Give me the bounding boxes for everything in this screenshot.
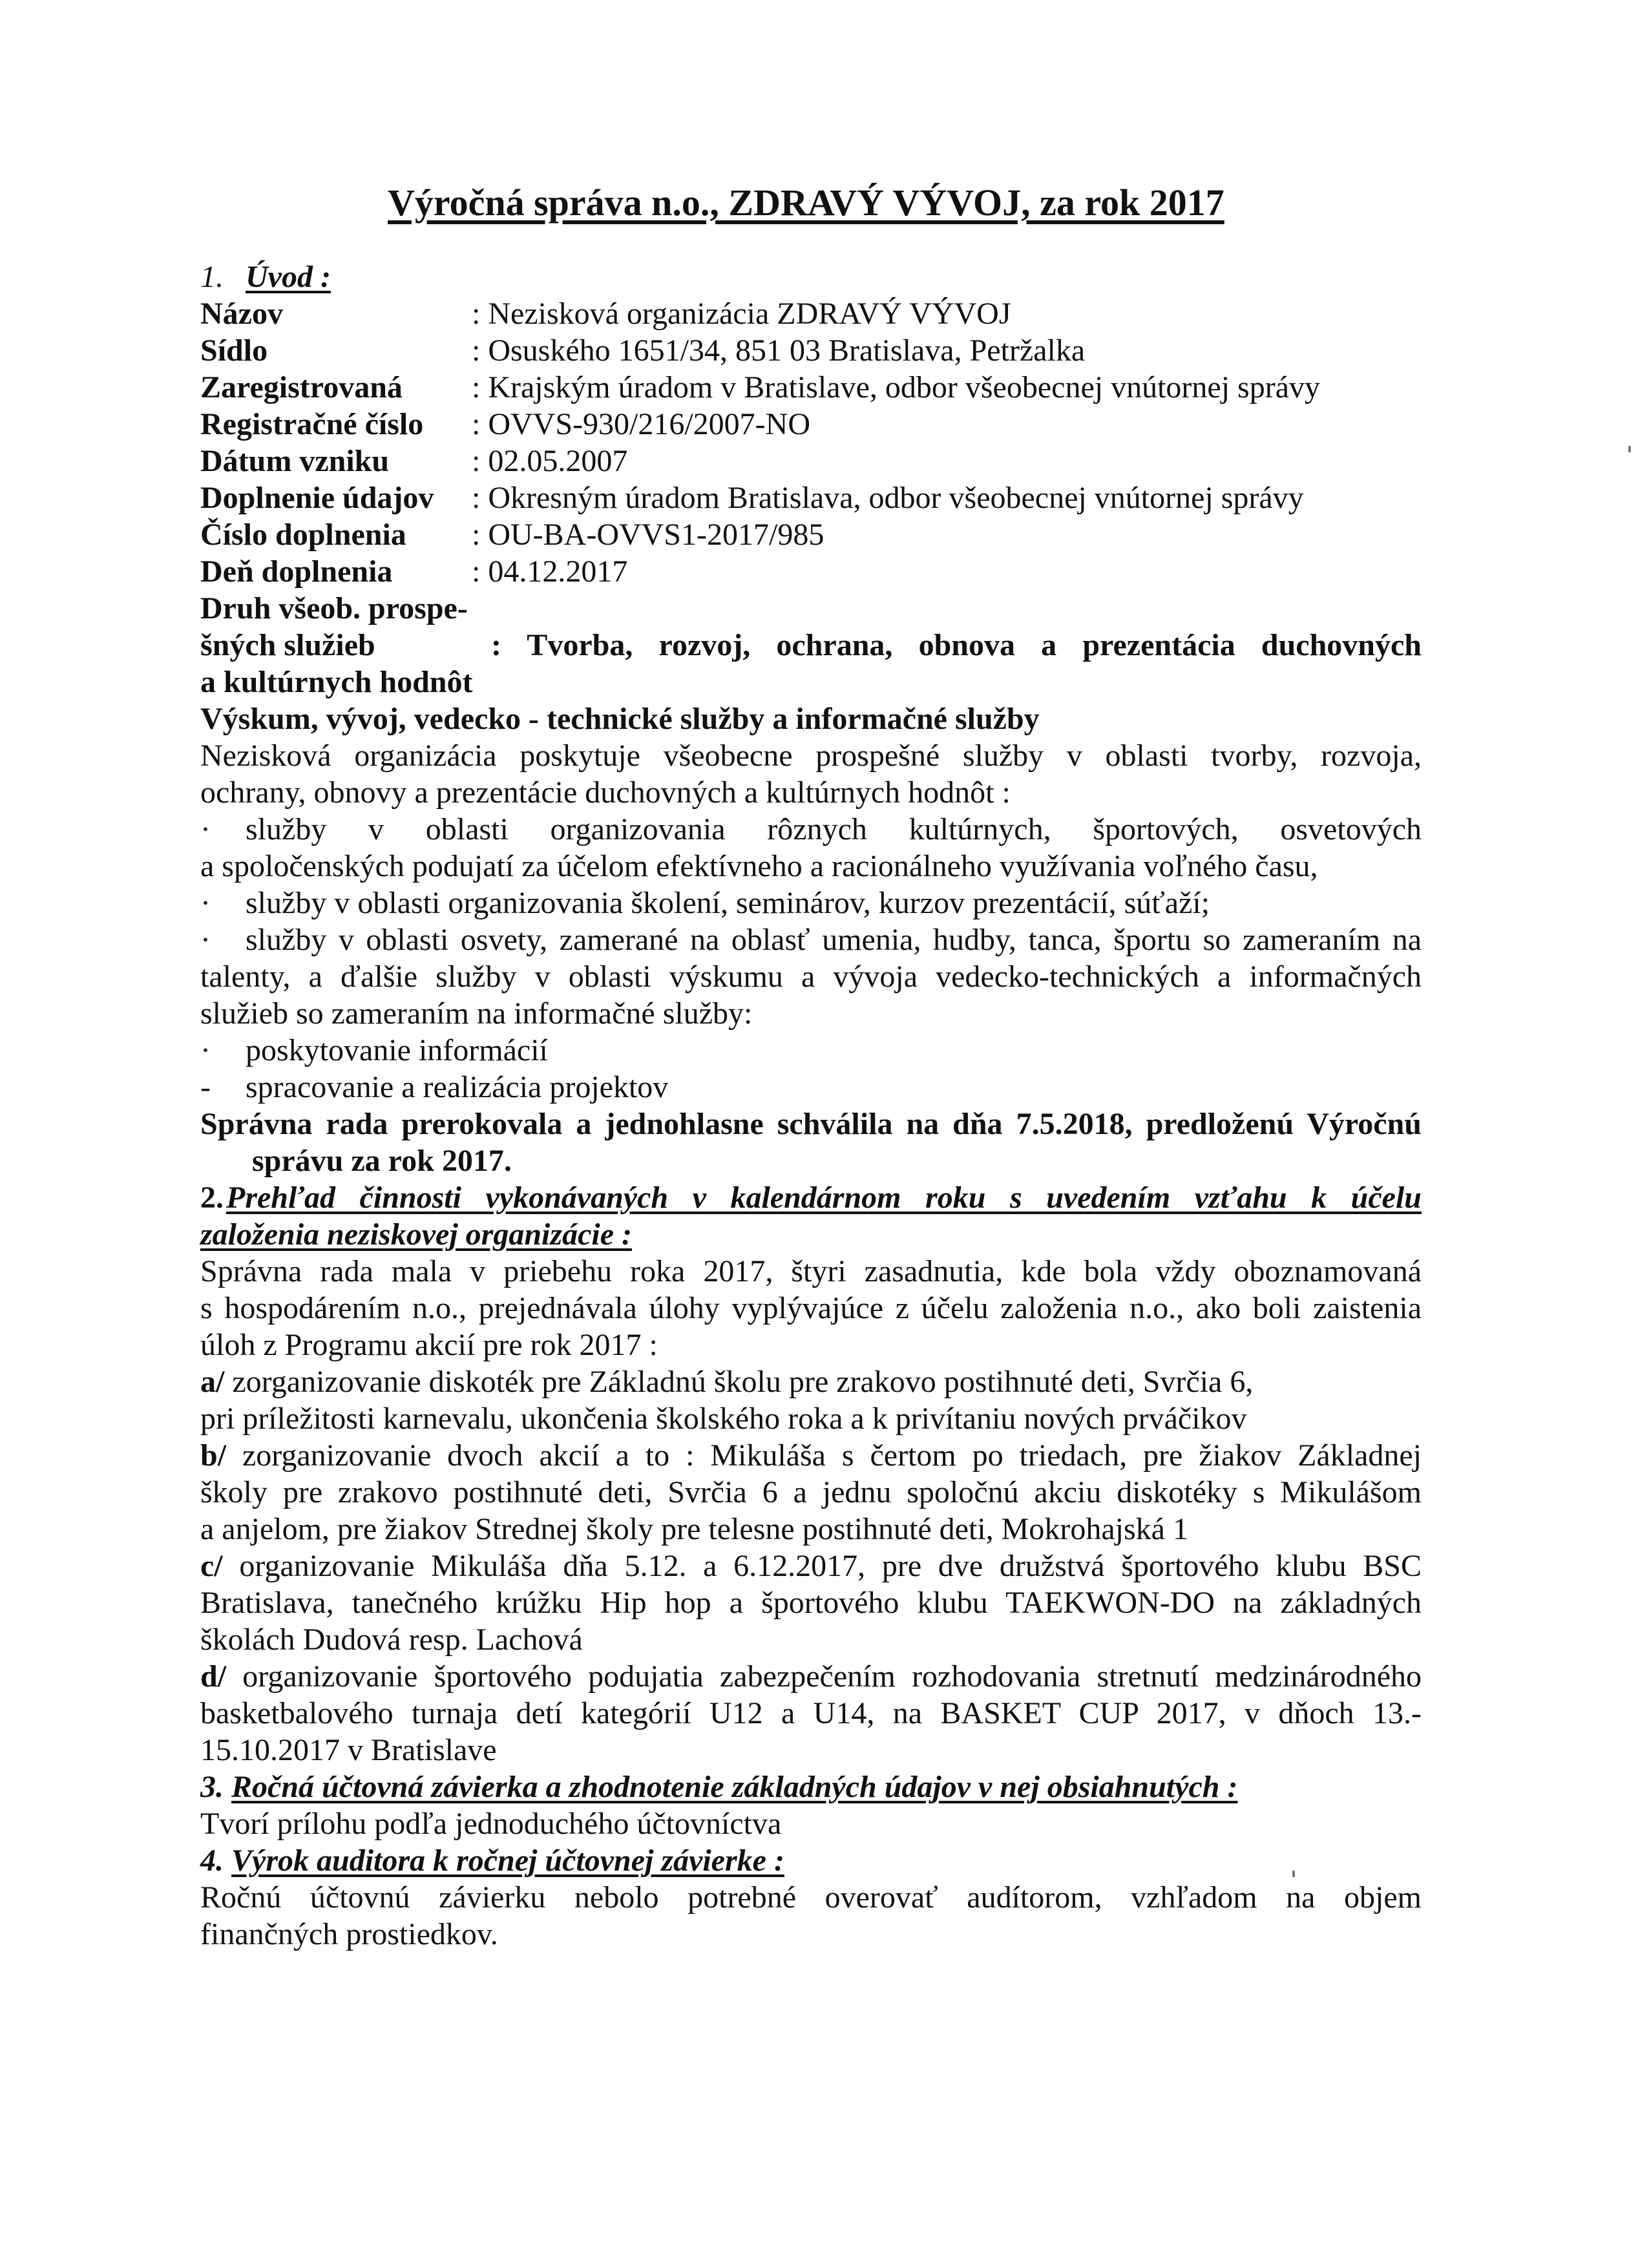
document-body — [200, 258, 1422, 1953]
field-value: : Osuského 1651/34, 851 03 Bratislava, Petržalka — [472, 333, 1086, 368]
scan-speck — [1292, 1871, 1295, 1877]
field-row-zaregistrovana — [200, 369, 1422, 406]
field-row-sidlo — [200, 332, 1422, 369]
services-row — [200, 627, 1422, 664]
section-3-number: 3. — [200, 1770, 224, 1804]
activity-item-b-cont: a anjelom, pre žiakov Strednej školy pre telesne postihnuté deti, Mokrohajská 1 — [200, 1512, 1188, 1546]
approval-line1: Správna rada prerokovala a jednohlasne schválila na dňa 7.5.2018, predloženú Výročnú — [200, 1107, 1422, 1141]
activity-item-a-cont: pri príležitosti karnevalu, ukončenia školského roka a k privítaniu nových prváčikov — [200, 1402, 1247, 1436]
field-label: Registračné číslo — [200, 407, 424, 441]
field-label: Dátum vzniku — [200, 444, 390, 478]
section-1-number: 1. — [200, 260, 224, 294]
services-label-line2: šných služieb — [200, 628, 375, 662]
section-4-heading — [200, 1842, 1422, 1879]
bullet-text: poskytovanie informácií — [246, 1033, 548, 1067]
item-text: zorganizovanie diskoték pre Základnú školu pre zrakovo postihnuté deti, Svrčia 6, — [232, 1365, 1254, 1399]
document-title: Výročná správa n.o., ZDRAVÝ VÝVOJ, za rok 2017 — [388, 182, 1224, 224]
field-label: Číslo doplnenia — [200, 518, 406, 552]
section-2-para-line3: úloh z Programu akcií pre rok 2017 : — [200, 1328, 658, 1362]
field-value: : OU-BA-OVVS1-2017/985 — [472, 518, 824, 552]
bullet-item — [200, 1069, 1422, 1106]
bullet-text: spracovanie a realizácia projektov — [246, 1070, 669, 1104]
bullet-text: služby v oblasti organizovania rôznych kultúrnych, športových, osvetových — [246, 812, 1422, 846]
field-value: : Krajským úradom v Bratislave, odbor všeobecnej vnútornej správy — [472, 370, 1321, 404]
field-value: : 02.05.2007 — [472, 444, 628, 478]
bullet-item — [200, 1032, 1422, 1069]
bullet-item — [200, 811, 1422, 848]
section-2-number: 2. — [200, 1181, 224, 1215]
section-1-heading — [200, 258, 1422, 295]
bullet-dash-icon: - — [200, 1070, 211, 1104]
section-2-heading-cont — [200, 1216, 1422, 1253]
field-label: Názov — [200, 297, 283, 331]
bullet-item — [200, 885, 1422, 921]
item-text: organizovanie Mikuláša dňa 5.12. a 6.12.2017, pre dve družstvá športového klubu BSC — [239, 1549, 1422, 1583]
section-1-title: Úvod : — [246, 260, 331, 294]
field-label: Sídlo — [200, 333, 268, 368]
field-row-doplnenie-udajov — [200, 479, 1422, 516]
item-text: organizovanie športového podujatia zabezpečením rozhodovania stretnutí medzinárodného — [242, 1659, 1422, 1694]
section-4-title: Výrok auditora k ročnej účtovnej závierke : — [231, 1843, 784, 1878]
bullet-text: služby v oblasti organizovania školení, seminárov, kurzov prezentácií, súťaží; — [246, 886, 1210, 920]
approval-line2: správu za rok 2017. — [252, 1144, 512, 1178]
section-2-heading — [200, 1179, 1422, 1216]
section-2-para-line2: s hospodárením n.o., prejednávala úlohy vyplývajúce z účelu založenia n.o., ako boli zaistenia — [200, 1291, 1422, 1325]
bullet-item — [200, 921, 1422, 958]
activity-item-c-cont: Bratislava, tanečného krúžku Hip hop a športového klubu TAEKWON-DO na základných — [200, 1586, 1422, 1620]
section-4-number: 4. — [200, 1843, 224, 1878]
field-row-datum-vzniku — [200, 443, 1422, 479]
activity-item-c — [200, 1548, 1422, 1584]
section-4-text-line2: finančných prostiedkov. — [200, 1917, 498, 1951]
activity-item-a — [200, 1363, 1422, 1400]
section-2-title-line2: založenia neziskovej organizácie : — [200, 1217, 632, 1252]
item-text: zorganizovanie dvoch akcií a to : Mikuláša s čertom po triedach, pre žiakov Základnej — [242, 1438, 1422, 1473]
intro-line1: Nezisková organizácia poskytuje všeobecne prospešné služby v oblasti tvorby, rozvoja, — [200, 739, 1422, 773]
item-marker: b/ — [200, 1438, 227, 1473]
activity-item-b — [200, 1437, 1422, 1474]
section-2-title-line1: Prehľad činnosti vykonávaných v kalendárnom roku s uvedením vzťahu k účelu — [226, 1181, 1422, 1215]
activity-item-c-cont: školách Dudová resp. Lachová — [200, 1622, 583, 1657]
field-label: Doplnenie údajov — [200, 481, 434, 515]
item-marker: c/ — [200, 1549, 223, 1583]
services-extra: Výskum, vývoj, vedecko - technické služby a informačné služby — [200, 702, 1040, 736]
bullet-continuation: služieb so zameraním na informačné služby: — [200, 996, 753, 1031]
scan-speck — [1628, 446, 1631, 452]
bullet-dot-icon: · — [200, 1033, 211, 1067]
item-marker: d/ — [200, 1659, 227, 1694]
services-label-line1: Druh všeob. prospe- — [200, 591, 468, 625]
field-value: : 04.12.2017 — [472, 554, 628, 589]
section-4-text-line1: Ročnú účtovnú závierku nebolo potrebné overovať audítorom, vzhľadom na objem — [200, 1880, 1422, 1915]
bullet-continuation: a spoločenských podujatí za účelom efektívneho a racionálneho využívania voľného času, — [200, 849, 1318, 883]
field-value: : Okresným úradom Bratislava, odbor všeobecnej vnútornej správy — [472, 481, 1304, 515]
bullet-dot-icon: · — [200, 886, 211, 920]
item-marker: a/ — [200, 1365, 225, 1399]
field-value: : Nezisková organizácia ZDRAVÝ VÝVOJ — [472, 297, 1011, 331]
services-value: : Tvorba, rozvoj, ochrana, obnova a prezentácia duchovných — [491, 628, 1422, 662]
field-row-nazov — [200, 295, 1422, 332]
section-3-text: Tvorí prílohu podľa jednoduchého účtovníctva — [200, 1807, 782, 1841]
intro-line2: ochrany, obnovy a prezentácie duchovných a kultúrnych hodnôt : — [200, 775, 1011, 810]
activity-item-d — [200, 1658, 1422, 1695]
activity-item-d-cont: basketbalového turnaja detí kategórií U12 a U14, na BASKET CUP 2017, v dňoch 13.- — [200, 1696, 1422, 1730]
bullet-dot-icon: · — [200, 812, 211, 846]
activity-item-b-cont: školy pre zrakovo postihnuté deti, Svrčia 6 a jednu spoločnú akciu diskotéky s Mikulášom — [200, 1475, 1422, 1509]
activity-item-d-cont: 15.10.2017 v Bratislave — [200, 1733, 497, 1767]
section-3-heading — [200, 1769, 1422, 1805]
services-value-line2: a kultúrnych hodnôt — [200, 665, 473, 699]
section-2-para-line1: Správna rada mala v priebehu roka 2017, štyri zasadnutia, kde bola vždy oboznamovaná — [200, 1254, 1422, 1288]
field-row-registracne-cislo — [200, 406, 1422, 443]
field-value: : OVVS-930/216/2007-NO — [472, 407, 810, 441]
field-row-den-doplnenia — [200, 553, 1422, 590]
section-3-title: Ročná účtovná závierka a zhodnotenie základných údajov v nej obsiahnutých : — [231, 1770, 1238, 1804]
bullet-text: služby v oblasti osvety, zamerané na oblasť umenia, hudby, tanca, športu so zameraním na — [246, 923, 1422, 957]
field-label: Deň doplnenia — [200, 554, 393, 589]
bullet-dot-icon: · — [200, 923, 211, 957]
bullet-continuation: talenty, a ďalšie služby v oblasti výskumu a vývoja vedecko-technických a informačných — [200, 960, 1422, 994]
field-row-cislo-doplnenia — [200, 516, 1422, 553]
field-label: Zaregistrovaná — [200, 370, 403, 404]
